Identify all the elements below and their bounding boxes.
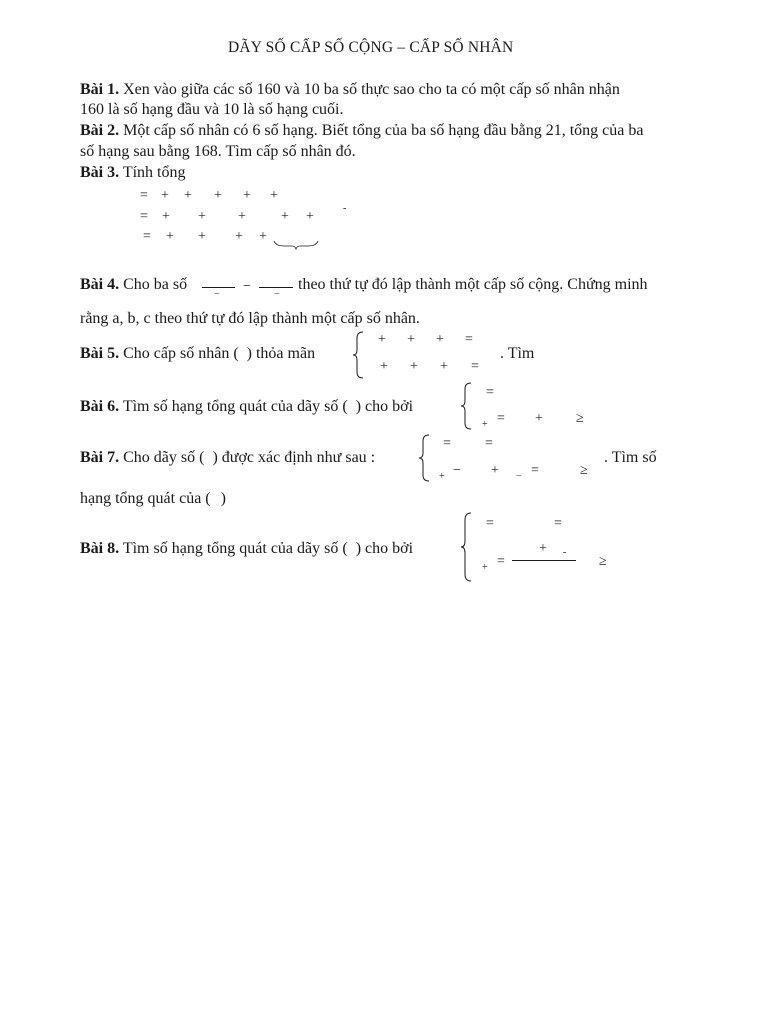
left-brace-icon	[460, 382, 474, 430]
document-title: DÃY SỐ CẤP SỐ CỘNG – CẤP SỐ NHÂN	[228, 39, 514, 56]
exercise-8-text-mid: ) cho bởi	[355, 540, 414, 557]
left-brace-icon	[418, 434, 432, 482]
exercise-1-line-2: 160 là số hạng đầu và 10 là số hạng cuối.	[80, 101, 344, 118]
exercise-1-label: Bài 1.	[80, 81, 120, 98]
exercise-7-text-post: . Tìm số	[604, 449, 657, 466]
exercise-3-label: Bài 3.	[80, 164, 120, 181]
exercise-4-text-post: theo thứ tự đó lập thành một cấp số cộng. Chứng minh	[298, 276, 648, 293]
exercise-1-line-1	[80, 80, 620, 99]
exercise-2-text: Một cấp số nhân có 6 số hạng. Biết tổng của ba số hạng đầu bằng 21, tổng của ba	[119, 122, 644, 139]
exercise-4-text-pre: Cho ba số	[119, 276, 188, 293]
exercise-6-text-pre: Tìm số hạng tổng quát của dãy số (	[119, 398, 348, 415]
exercise-8-text-pre: Tìm số hạng tổng quát của dãy số (	[119, 540, 348, 557]
exercise-2-line-2: số hạng sau bằng 168. Tìm cấp số nhân đó.	[80, 143, 356, 160]
exercise-7-line-2-text: hạng tổng quát của (	[80, 490, 211, 507]
exercise-3-text: Tính tổng	[119, 164, 186, 181]
exercise-5-text-post: . Tìm	[500, 345, 535, 362]
exercise-7-line-1	[80, 448, 375, 467]
left-brace-icon	[460, 512, 474, 582]
exercise-5-label: Bài 5.	[80, 345, 120, 362]
exercise-4-label: Bài 4.	[80, 276, 120, 293]
exercise-7-line-2-end: )	[220, 490, 226, 507]
exercise-2-label: Bài 2.	[80, 122, 120, 139]
left-brace-icon	[352, 331, 366, 379]
exercise-6-line-1	[80, 397, 413, 416]
exercise-6-text-mid: ) cho bởi	[355, 398, 414, 415]
exercise-5-text-mid: ) thỏa mãn	[246, 345, 316, 362]
exercise-2-line-1	[80, 121, 643, 140]
exercise-4-line-2: rằng a, b, c theo thứ tự đó lập thành một cấp số nhân.	[80, 310, 420, 327]
document-page: DÃY SỐ CẤP SỐ CỘNG – CẤP SỐ NHÂN Bài 1. Xen vào giữa các số 160 và 10 ba số thực sao cho ta có một cấp số nhân nhận 160 là số hạng đầu và 10 là số hạng cuối. Bài 2. Một cấp số nhân có 6 số hạng. Biết tổng của ba số hạng đầu bằng 21, tổng của ba số hạng sau bằng 168. Tìm cấp số nhân đó. Bài 3. Tính tổng = + + + + + = + + + + + - = + + + + Bài 4. Cho ba số − − − theo thứ tự đó lập thành một cấp số cộng. Chứng minh rằng a, b, c theo thứ tự đó lập thành một cấp số nhân. Bài 5. Cho cấp số nhân ( ) thỏa mãn + + + = + + + = . Tìm Bài 6. Tìm số hạng tổng quát của dãy số ( ) cho bởi = + = + ≥ Bài 7. Cho dãy số ( ) được xác định như sau : = = + − + − = ≥ . Tìm số hạng tổng quát của ( ) Bài 8. Tìm số hạng tổng quát của dãy số ( ) cho bởi = = + - + = ≥	[0, 0, 768, 1024]
exercise-3-line-1	[80, 163, 186, 182]
exercise-8-label: Bài 8.	[80, 540, 120, 557]
exercise-8-line-1	[80, 539, 413, 558]
underbrace-icon	[272, 238, 320, 250]
exercise-5-text-pre: Cho cấp số nhân (	[119, 345, 239, 362]
exercise-7-text-pre: Cho dãy số (	[119, 449, 205, 466]
exercise-7-label: Bài 7.	[80, 449, 120, 466]
exercise-7-line-2	[80, 489, 226, 508]
exercise-5-line-1	[80, 344, 315, 363]
exercise-4-line-1	[80, 275, 187, 294]
exercise-1-text: Xen vào giữa các số 160 và 10 ba số thực sao cho ta có một cấp số nhân nhận	[119, 81, 620, 98]
exercise-6-label: Bài 6.	[80, 398, 120, 415]
exercise-7-text-mid: ) được xác định như sau :	[212, 449, 376, 466]
